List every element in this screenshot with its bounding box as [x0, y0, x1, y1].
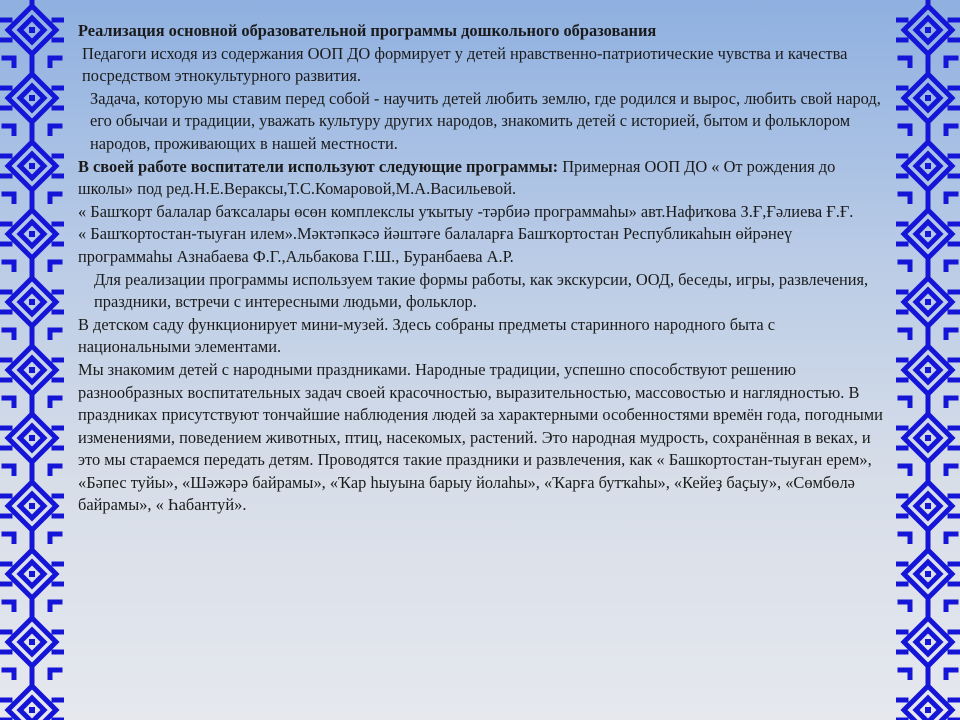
- left-ornament-icon: [0, 0, 64, 720]
- paragraph-program-homeland: « Башҡортостан-тыуған илем».Мәктәпкәсә йәштәге балаларға Башҡортостан Республикаһын өйрәнеү программаһы Азнабаева Ф.Г.,Альбакова Г.Ш., Буранбаева А.Р.: [78, 224, 793, 266]
- right-ornament-border: [896, 0, 960, 720]
- programs-heading: В своей работе воспитатели используют следующие программы:: [78, 156, 559, 176]
- left-ornament-border: [0, 0, 64, 720]
- paragraph-programs: [78, 156, 890, 201]
- paragraph-intro: Педагоги исходя из содержания ООП ДО формирует у детей нравственно-патриотические чувства и качества посредством этнокультурного развития.: [82, 43, 848, 86]
- paragraph-task: Задача, которую мы ставим перед собой - научить детей любить землю, где родился и вырос, любить свой народ, его обычаи и традиции, уважать культуру других народов, знакомить детей с историей, бытом и фольклором народов, проживающих в нашей местности.: [90, 88, 881, 153]
- slide-heading: Реализация основной образовательной программы дошкольного образования: [78, 21, 657, 40]
- programs-text: Примерная ООП ДО « От рождения до школы» под ред.Н.Е.Вераксы,Т.С.Комаровой,М.А.Васильевой.: [78, 156, 836, 199]
- slide-text-block: [78, 20, 890, 517]
- paragraph-holidays: Мы знакомим детей с народными праздниками. Народные традиции, успешно способствуют решению разнообразных воспитательных задач своей красочностью, выразительностью, массовостью и наглядностью. В праздниках присутствуют тончайшие наблюдения людей за характерными особенностями времён года, погодными изменениями, поведением животных, птиц, насекомых, растений. Это народная мудрость, сохранённая в веках, и это мы стараемся передать детям. Проводятся такие праздники и развлечения, как « Башкортостан-тыуған ерем», «Бәпес туйы», «Шәжәрә байрамы», «Ҡар һыуына барыу йолаһы», «Ҡарға бутҡаһы», «Кейеҙ баҫыу», «Сөмбөлә байрамы», « Һабантуй».: [78, 359, 883, 515]
- paragraph-museum: В детском саду функционирует мини-музей. Здесь собраны предметы старинного народного быта с национальными элементами.: [78, 314, 776, 357]
- right-ornament-icon: [896, 0, 960, 720]
- paragraph-program-bashkir: « Башҡорт балалар баҡсалары өсөн комплекслы уҡытыу -тәрбиә программаһы» авт.Нафиҡова З.Ғ,Ғәлиева Ғ.Ғ.: [78, 201, 854, 221]
- paragraph-forms: Для реализации программы используем такие формы работы, как экскурсии, ООД, беседы, игры, развлечения, праздники, встречи с интересными людьми, фольклор.: [94, 269, 869, 312]
